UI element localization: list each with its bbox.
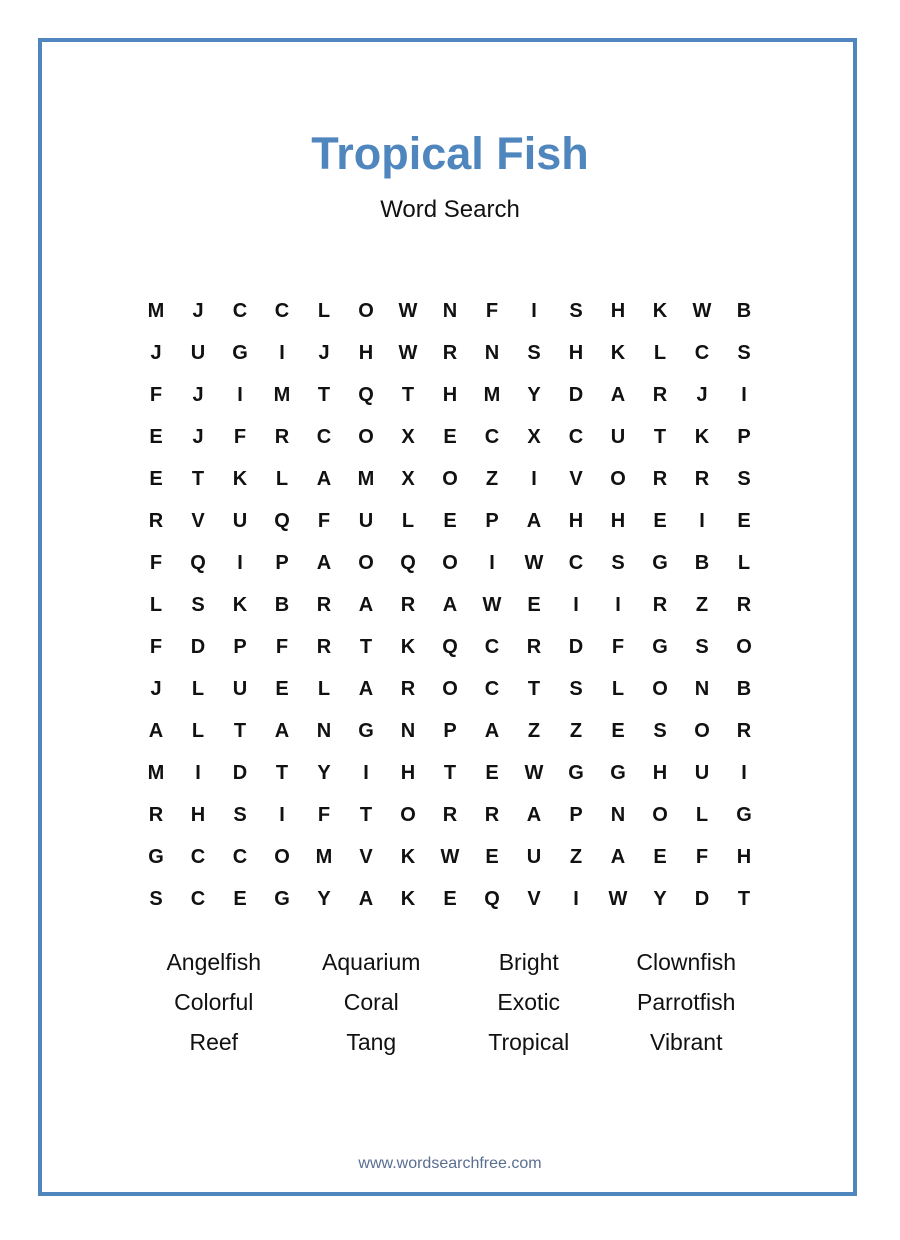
grid-row <box>135 332 765 374</box>
grid-cell: E <box>149 426 163 448</box>
grid-cell: Y <box>653 888 667 910</box>
grid-cell: Z <box>569 846 583 868</box>
grid-cell: G <box>358 720 374 742</box>
word-list-item: Clownfish <box>636 949 737 975</box>
grid-cell: U <box>190 342 206 364</box>
grid-cell: F <box>149 636 163 658</box>
grid-cell: E <box>527 594 541 616</box>
grid-cell: N <box>316 720 332 742</box>
grid-cell: I <box>279 342 285 364</box>
grid-cell: H <box>736 846 752 868</box>
grid-cell: R <box>400 678 416 700</box>
grid-cell: F <box>149 384 163 406</box>
grid-cell: O <box>400 804 416 826</box>
grid-cell: M <box>357 468 375 490</box>
grid-cell: L <box>611 678 625 700</box>
grid-row <box>135 374 765 416</box>
grid-cell: L <box>737 552 751 574</box>
grid-cell: M <box>273 384 291 406</box>
grid-cell: S <box>737 342 751 364</box>
grid-cell: H <box>400 762 416 784</box>
grid-cell: L <box>191 720 205 742</box>
grid-cell: H <box>568 510 584 532</box>
grid-cell: T <box>359 636 373 658</box>
grid-cell: S <box>527 342 541 364</box>
grid-cell: S <box>569 300 583 322</box>
grid-cell: W <box>524 762 544 784</box>
grid-cell: L <box>275 468 289 490</box>
grid-cell: J <box>150 342 162 364</box>
word-list-item: Parrotfish <box>637 989 736 1015</box>
grid-cell: H <box>442 384 458 406</box>
grid-cell: F <box>485 300 499 322</box>
grid-cell: O <box>358 300 374 322</box>
grid-cell: C <box>568 552 584 574</box>
grid-cell: S <box>191 594 205 616</box>
footer-url: www.wordsearchfree.com <box>358 1155 542 1172</box>
grid-cell: O <box>652 678 668 700</box>
grid-cell: V <box>191 510 205 532</box>
grid-cell: U <box>232 678 248 700</box>
grid-cell: K <box>232 468 248 490</box>
grid-cell: E <box>233 888 247 910</box>
grid-cell: M <box>315 846 333 868</box>
word-list-item: Tang <box>346 1029 397 1055</box>
grid-cell: X <box>527 426 541 448</box>
grid-row <box>135 668 765 710</box>
grid-cell: K <box>652 300 668 322</box>
grid-row <box>135 290 765 332</box>
grid-cell: H <box>652 762 668 784</box>
grid-cell: B <box>694 552 710 574</box>
grid-cell: D <box>190 636 206 658</box>
grid-cell: J <box>192 300 204 322</box>
grid-cell: I <box>195 762 201 784</box>
grid-cell: F <box>149 552 163 574</box>
grid-cell: L <box>149 594 163 616</box>
word-list-item: Tropical <box>488 1029 570 1055</box>
grid-cell: F <box>611 636 625 658</box>
grid-cell: S <box>695 636 709 658</box>
grid-cell: W <box>524 552 544 574</box>
grid-row <box>135 584 765 626</box>
grid-cell: U <box>610 426 626 448</box>
grid-cell: I <box>237 552 243 574</box>
grid-cell: C <box>316 426 332 448</box>
grid-cell: R <box>652 594 668 616</box>
grid-cell: O <box>652 804 668 826</box>
grid-cell: O <box>442 468 458 490</box>
grid-cell: Q <box>400 552 416 574</box>
grid-cell: R <box>442 804 458 826</box>
grid-cell: O <box>442 552 458 574</box>
grid-cell: P <box>443 720 457 742</box>
grid-cell: A <box>358 678 374 700</box>
grid-cell: I <box>615 594 621 616</box>
word-list-item: Exotic <box>497 989 561 1015</box>
grid-cell: X <box>401 426 415 448</box>
grid-cell: I <box>699 510 705 532</box>
grid-cell: W <box>440 846 460 868</box>
grid-cell: E <box>653 846 667 868</box>
grid-cell: U <box>694 762 710 784</box>
grid-cell: Q <box>274 510 290 532</box>
grid-cell: B <box>274 594 290 616</box>
grid-cell: O <box>736 636 752 658</box>
grid-cell: C <box>190 846 206 868</box>
grid-cell: E <box>653 510 667 532</box>
grid-cell: N <box>442 300 458 322</box>
grid-row <box>135 500 765 542</box>
grid-cell: T <box>527 678 541 700</box>
grid-cell: K <box>694 426 710 448</box>
page-subtitle: Word Search <box>380 196 520 223</box>
page-title: Tropical Fish <box>311 128 589 179</box>
grid-cell: C <box>232 846 248 868</box>
grid-row <box>135 752 765 794</box>
grid-cell: J <box>150 678 162 700</box>
grid-cell: H <box>610 300 626 322</box>
grid-cell: G <box>568 762 584 784</box>
grid-cell: H <box>358 342 374 364</box>
word-list <box>135 942 765 1062</box>
letter-grid <box>135 290 765 920</box>
grid-cell: I <box>573 888 579 910</box>
grid-cell: C <box>274 300 290 322</box>
grid-cell: O <box>358 552 374 574</box>
grid-cell: A <box>610 384 626 406</box>
grid-cell: C <box>694 342 710 364</box>
grid-cell: I <box>489 552 495 574</box>
grid-cell: V <box>569 468 583 490</box>
grid-cell: H <box>190 804 206 826</box>
word-list-item: Reef <box>189 1029 239 1055</box>
grid-cell: G <box>652 636 668 658</box>
grid-cell: D <box>694 888 710 910</box>
grid-cell: H <box>610 510 626 532</box>
grid-row <box>135 794 765 836</box>
grid-cell: A <box>442 594 458 616</box>
grid-cell: K <box>400 888 416 910</box>
grid-cell: W <box>608 888 628 910</box>
grid-cell: R <box>526 636 542 658</box>
grid-cell: R <box>694 468 710 490</box>
grid-cell: Q <box>484 888 500 910</box>
word-list-item: Angelfish <box>166 949 262 975</box>
grid-cell: W <box>398 300 418 322</box>
grid-cell: W <box>692 300 712 322</box>
grid-cell: Y <box>317 762 331 784</box>
grid-cell: G <box>232 342 248 364</box>
grid-cell: T <box>275 762 289 784</box>
grid-cell: M <box>483 384 501 406</box>
grid-cell: C <box>190 888 206 910</box>
grid-cell: Q <box>442 636 458 658</box>
grid-cell: M <box>147 300 165 322</box>
word-list-item: Aquarium <box>322 949 421 975</box>
grid-row <box>135 458 765 500</box>
grid-row <box>135 626 765 668</box>
grid-cell: J <box>192 384 204 406</box>
grid-cell: X <box>401 468 415 490</box>
grid-cell: F <box>317 804 331 826</box>
grid-cell: Y <box>527 384 541 406</box>
grid-cell: S <box>149 888 163 910</box>
grid-cell: V <box>359 846 373 868</box>
grid-cell: N <box>484 342 500 364</box>
grid-cell: F <box>275 636 289 658</box>
grid-cell: E <box>443 426 457 448</box>
grid-cell: U <box>232 510 248 532</box>
grid-cell: A <box>148 720 164 742</box>
grid-cell: M <box>147 762 165 784</box>
grid-cell: E <box>485 846 499 868</box>
grid-cell: E <box>443 510 457 532</box>
grid-cell: Z <box>569 720 583 742</box>
grid-cell: Z <box>485 468 499 490</box>
grid-cell: C <box>484 636 500 658</box>
grid-cell: E <box>149 468 163 490</box>
grid-row <box>135 878 765 920</box>
grid-cell: I <box>741 384 747 406</box>
grid-cell: J <box>696 384 708 406</box>
grid-cell: T <box>443 762 457 784</box>
word-list-item: Coral <box>343 989 399 1015</box>
word-list-item: Colorful <box>174 989 254 1015</box>
grid-cell: N <box>694 678 710 700</box>
grid-row <box>135 710 765 752</box>
grid-cell: F <box>233 426 247 448</box>
grid-row <box>135 416 765 458</box>
grid-cell: J <box>192 426 204 448</box>
grid-cell: R <box>736 594 752 616</box>
grid-cell: I <box>573 594 579 616</box>
grid-cell: R <box>484 804 500 826</box>
grid-cell: I <box>237 384 243 406</box>
grid-cell: J <box>318 342 330 364</box>
grid-cell: F <box>317 510 331 532</box>
grid-cell: I <box>279 804 285 826</box>
grid-cell: B <box>736 678 752 700</box>
grid-cell: T <box>191 468 205 490</box>
grid-cell: A <box>316 552 332 574</box>
grid-cell: V <box>527 888 541 910</box>
grid-cell: Z <box>527 720 541 742</box>
grid-cell: N <box>400 720 416 742</box>
grid-cell: T <box>359 804 373 826</box>
grid-cell: S <box>653 720 667 742</box>
grid-cell: A <box>526 510 542 532</box>
grid-cell: G <box>652 552 668 574</box>
grid-cell: R <box>652 384 668 406</box>
grid-cell: Y <box>317 888 331 910</box>
grid-cell: O <box>274 846 290 868</box>
grid-cell: T <box>737 888 751 910</box>
grid-cell: D <box>232 762 248 784</box>
grid-cell: R <box>316 636 332 658</box>
grid-cell: O <box>358 426 374 448</box>
grid-cell: U <box>358 510 374 532</box>
grid-cell: L <box>317 678 331 700</box>
grid-cell: R <box>400 594 416 616</box>
grid-cell: O <box>694 720 710 742</box>
grid-cell: T <box>401 384 415 406</box>
grid-cell: S <box>737 468 751 490</box>
grid-cell: P <box>485 510 499 532</box>
grid-cell: R <box>736 720 752 742</box>
grid-cell: P <box>569 804 583 826</box>
grid-cell: R <box>274 426 290 448</box>
grid-cell: Q <box>190 552 206 574</box>
grid-cell: I <box>531 468 537 490</box>
grid-cell: D <box>568 384 584 406</box>
word-list-item: Vibrant <box>650 1029 723 1055</box>
grid-cell: F <box>695 846 709 868</box>
grid-cell: W <box>398 342 418 364</box>
grid-cell: B <box>736 300 752 322</box>
grid-cell: G <box>274 888 290 910</box>
grid-cell: S <box>233 804 247 826</box>
grid-cell: C <box>568 426 584 448</box>
grid-cell: R <box>148 510 164 532</box>
grid-cell: Q <box>358 384 374 406</box>
grid-cell: A <box>358 594 374 616</box>
word-list-item: Bright <box>498 949 559 975</box>
grid-cell: K <box>400 846 416 868</box>
grid-cell: P <box>233 636 247 658</box>
grid-cell: I <box>531 300 537 322</box>
grid-cell: O <box>610 468 626 490</box>
grid-cell: E <box>443 888 457 910</box>
grid-cell: R <box>442 342 458 364</box>
grid-cell: A <box>358 888 374 910</box>
grid-cell: H <box>568 342 584 364</box>
grid-cell: L <box>401 510 415 532</box>
grid-cell: L <box>695 804 709 826</box>
grid-cell: W <box>482 594 502 616</box>
grid-cell: U <box>526 846 542 868</box>
grid-cell: E <box>275 678 289 700</box>
grid-cell: A <box>526 804 542 826</box>
grid-cell: A <box>610 846 626 868</box>
grid-cell: C <box>484 426 500 448</box>
grid-cell: K <box>232 594 248 616</box>
grid-cell: R <box>316 594 332 616</box>
grid-cell: E <box>737 510 751 532</box>
grid-row <box>135 836 765 878</box>
grid-cell: P <box>275 552 289 574</box>
grid-cell: L <box>653 342 667 364</box>
grid-cell: R <box>148 804 164 826</box>
grid-cell: G <box>736 804 752 826</box>
grid-cell: T <box>317 384 331 406</box>
grid-cell: Z <box>695 594 709 616</box>
grid-cell: R <box>652 468 668 490</box>
grid-cell: N <box>610 804 626 826</box>
grid-cell: G <box>610 762 626 784</box>
grid-cell: E <box>611 720 625 742</box>
grid-cell: L <box>317 300 331 322</box>
grid-cell: A <box>274 720 290 742</box>
grid-cell: T <box>233 720 247 742</box>
grid-row <box>135 542 765 584</box>
grid-cell: D <box>568 636 584 658</box>
grid-cell: K <box>400 636 416 658</box>
grid-cell: T <box>653 426 667 448</box>
grid-cell: K <box>610 342 626 364</box>
grid-cell: I <box>741 762 747 784</box>
grid-cell: G <box>148 846 164 868</box>
grid-cell: P <box>737 426 751 448</box>
grid-cell: O <box>442 678 458 700</box>
grid-cell: C <box>232 300 248 322</box>
grid-cell: I <box>363 762 369 784</box>
grid-cell: C <box>484 678 500 700</box>
grid-cell: S <box>569 678 583 700</box>
grid-cell: L <box>191 678 205 700</box>
grid-cell: E <box>485 762 499 784</box>
grid-cell: S <box>611 552 625 574</box>
grid-cell: A <box>316 468 332 490</box>
grid-cell: A <box>484 720 500 742</box>
